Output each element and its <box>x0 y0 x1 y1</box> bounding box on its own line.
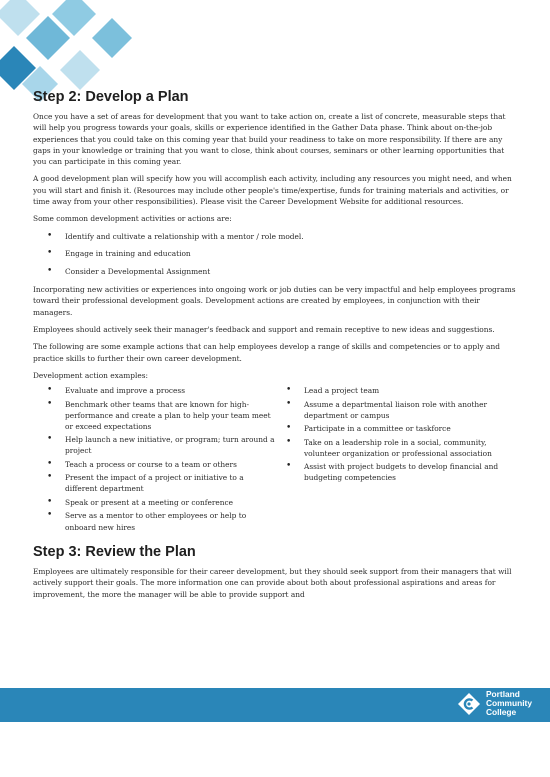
list-item: • Benchmark other teams that are known for high-performance and create a plan to help your team meet or exceed expectations <box>33 399 276 432</box>
list-item: • Serve as a mentor to other employees or help to onboard new hires <box>33 510 276 532</box>
examples-columns <box>33 385 519 535</box>
list-item: • Lead a project team <box>276 385 519 396</box>
examples-right-column <box>276 385 519 535</box>
list-item: • Speak or present at a meeting or conference <box>33 497 276 508</box>
step2-paragraph-intro: Once you have a set of areas for development that you want to take action on, create a list of concrete, measurable steps that will help you progress towards your goals, skills or experience identified in the Gather Data phase. Think about on-the-job experiences that you could take on this coming year that build your readiness to take on more responsibility. If there are any gaps in your knowledge or training that you want to close, think about courses, seminars or other learning opportunities that you can participate in this coming year. <box>33 112 506 167</box>
step2-paragraph-plan: A good development plan will specify how you will accomplish each activity, including any resources you might need, and when you will start and finish it. (Resources may include other people's time/expertise, funds for training materials and activities, or time away from your other responsibilities). Please visit the Career Development Website for additional resources. <box>33 174 512 207</box>
list-item: • Help launch a new initiative, or program; turn around a project <box>33 434 276 456</box>
step2-paragraph-incorporating: Incorporating new activities or experiences into ongoing work or job duties can be very impactful and help employees programs toward their professional development goals. Development actions are created by employees, in conjunction with their managers. <box>33 285 516 317</box>
document-body <box>33 88 519 606</box>
college-logo <box>457 690 532 717</box>
step2-paragraph-common-intro: Some common development activities or actions are: <box>33 214 232 224</box>
list-item: • Assist with project budgets to develop financial and budgeting competencies <box>276 461 519 483</box>
list-item: • Assume a departmental liaison role with another department or campus <box>276 399 519 421</box>
pcc-logo-icon <box>457 692 481 716</box>
logo-line: College <box>485 707 517 717</box>
examples-label: Development action examples: <box>33 370 148 380</box>
list-item: • Present the impact of a project or initiative to a different department <box>33 472 276 494</box>
list-item: • Identify and cultivate a relationship with a mentor / role model. <box>33 231 519 242</box>
list-item: • Engage in training and education <box>33 248 519 259</box>
logo-line: Portland <box>485 689 520 699</box>
list-item: • Consider a Developmental Assignment <box>33 266 519 277</box>
common-activities-list <box>33 231 519 278</box>
logo-line: Community <box>485 698 532 708</box>
step3-heading: Step 3: Review the Plan <box>33 544 196 560</box>
list-item: • Participate in a committee or taskforce <box>276 423 519 434</box>
step2-heading: Step 2: Develop a Plan <box>33 89 189 105</box>
step2-paragraph-examples-intro: The following are some example actions that can help employees develop a range of skills and competencies or to apply and practice skills to further their own career development. <box>33 342 500 363</box>
list-item: • Take on a leadership role in a social, community, volunteer organization or professional association <box>276 437 519 459</box>
logo-wordmark <box>486 690 532 717</box>
step2-paragraph-feedback: Employees should actively seek their manager's feedback and support and remain receptive to new ideas and suggestions. <box>33 324 495 334</box>
list-item: • Evaluate and improve a process <box>33 385 276 396</box>
examples-left-column <box>33 385 276 535</box>
list-item: • Teach a process or course to a team or others <box>33 459 276 470</box>
step3-paragraph: Employees are ultimately responsible for their career development, but they should seek support from their managers that will actively support their goals. The more information one can provide about both about professional aspirations and areas for improvement, the more the manager will be able to provide support and <box>33 567 512 599</box>
